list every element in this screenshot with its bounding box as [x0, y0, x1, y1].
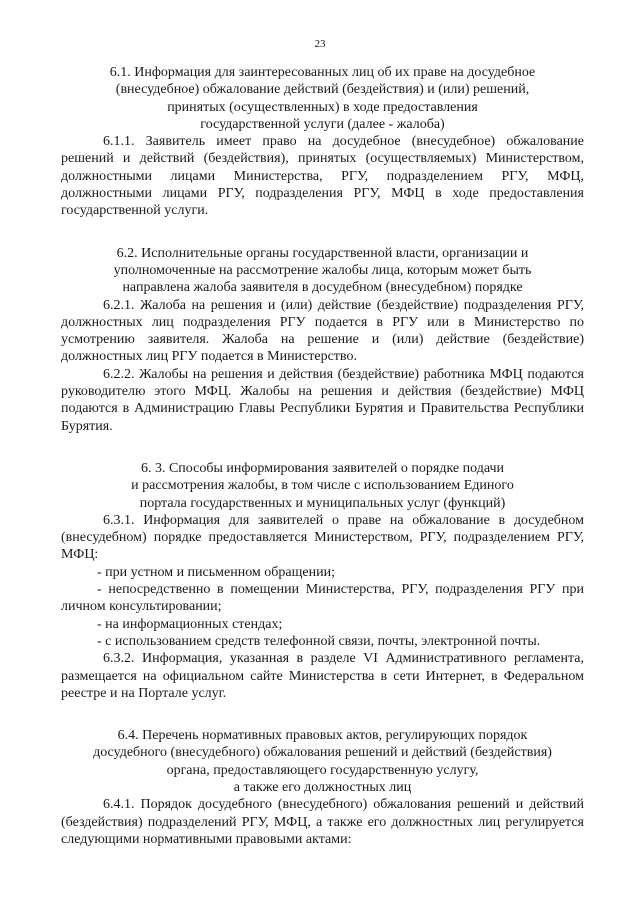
heading-line: 6.4. Перечень нормативных правовых актов, регулирующих порядок	[117, 728, 528, 744]
document-body	[61, 64, 584, 848]
heading-line: органа, предоставляющего государственную услугу,	[166, 762, 479, 778]
heading-line: государственной услуги (далее - жалоба)	[200, 116, 445, 132]
heading-line: 6.1. Информация для заинтересованных лиц об их праве на досудебное	[109, 65, 536, 80]
paragraph-6-2-1: 6.2.1. Жалоба на решения и (или) действие (бездействие) подразделения РГУ, должностных лиц подразделения РГУ подается в РГУ или в Министерство по усмотрению заявителя. Жалоба на решение и (или) действие (бездействие) должностных лиц РГУ подается в Министерство.	[61, 297, 584, 365]
section-heading	[61, 64, 584, 133]
list-item: - при устном и письменном обращении;	[97, 564, 335, 580]
paragraph-6-4-1: 6.4.1. Порядок досудебного (внесудебного) обжалования решений и действий (бездействия) подразделений РГУ, МФЦ, а также его должностных лиц регулируется следующими нормативными правовыми актами:	[61, 797, 584, 847]
paragraph-6-3-2: 6.3.2. Информация, указанная в разделе VI Административного регламента, размещается на официальном сайте Министерства в сети Интернет, в Федеральном реестре и на Портале услуг.	[61, 651, 584, 701]
heading-line: а также его должностных лиц	[233, 779, 412, 795]
heading-line: досудебного (внесудебного) обжалования решений и действий (бездействия)	[93, 745, 552, 761]
paragraph-6-3-1: 6.3.1. Информация для заявителей о праве на обжалование в досудебном (внесудебном) порядке предоставляется Министерством, РГУ, подразделением РГУ, МФЦ:	[61, 512, 584, 563]
section-6-4	[61, 727, 584, 848]
page-number: 23	[314, 38, 326, 50]
list-item: - с использованием средств телефонной связи, почты, электронной почты.	[97, 633, 541, 649]
section-6-1	[61, 64, 584, 220]
heading-line: направлена жалоба заявителя в досудебном (внесудебном) порядке	[122, 280, 523, 296]
section-heading	[61, 727, 584, 796]
list-item: - непосредственно в помещении Министерства, РГУ, подразделения РГУ при личном консультировании;	[61, 582, 584, 615]
heading-line: 6. 3. Способы информирования заявителей о порядке подачи	[140, 460, 505, 476]
heading-line: принятых (осуществленных) в ходе предоставления	[167, 99, 478, 115]
section-6-3	[61, 460, 584, 702]
section-6-2	[61, 245, 584, 435]
list-item: - на информационных стендах;	[97, 616, 283, 632]
heading-line: уполномоченные на рассмотрение жалобы лица, которым может быть	[113, 262, 532, 278]
heading-line: 6.2. Исполнительные органы государственной власти, организации и	[116, 245, 529, 261]
heading-line: портала государственных и муниципальных услуг (функций)	[139, 495, 506, 511]
section-heading	[61, 245, 584, 297]
heading-line: (внесудебное) обжалование действий (бездействия) и (или) решений,	[115, 82, 530, 98]
heading-line: и рассмотрения жалобы, в том числе с использованием Единого	[131, 478, 514, 494]
section-heading	[61, 460, 584, 512]
paragraph-6-2-2: 6.2.2. Жалобы на решения и действия (бездействие) работника МФЦ подаются руководителю этого МФЦ. Жалобы на решения и действия (бездействие) МФЦ подаются в Администрацию Главы Республики Бурятия и Правительства Республики Бурятия.	[61, 366, 584, 434]
paragraph-6-1-1: 6.1.1. Заявитель имеет право на досудебное (внесудебное) обжалование решений и действий (бездействия), принятых (осуществляемых) Министерством, должностными лицами Министерства, РГУ, подразделением РГУ, МФЦ, должностными лицами РГУ, подразделения РГУ, МФЦ в ходе предоставления государственной услуги.	[61, 134, 584, 219]
